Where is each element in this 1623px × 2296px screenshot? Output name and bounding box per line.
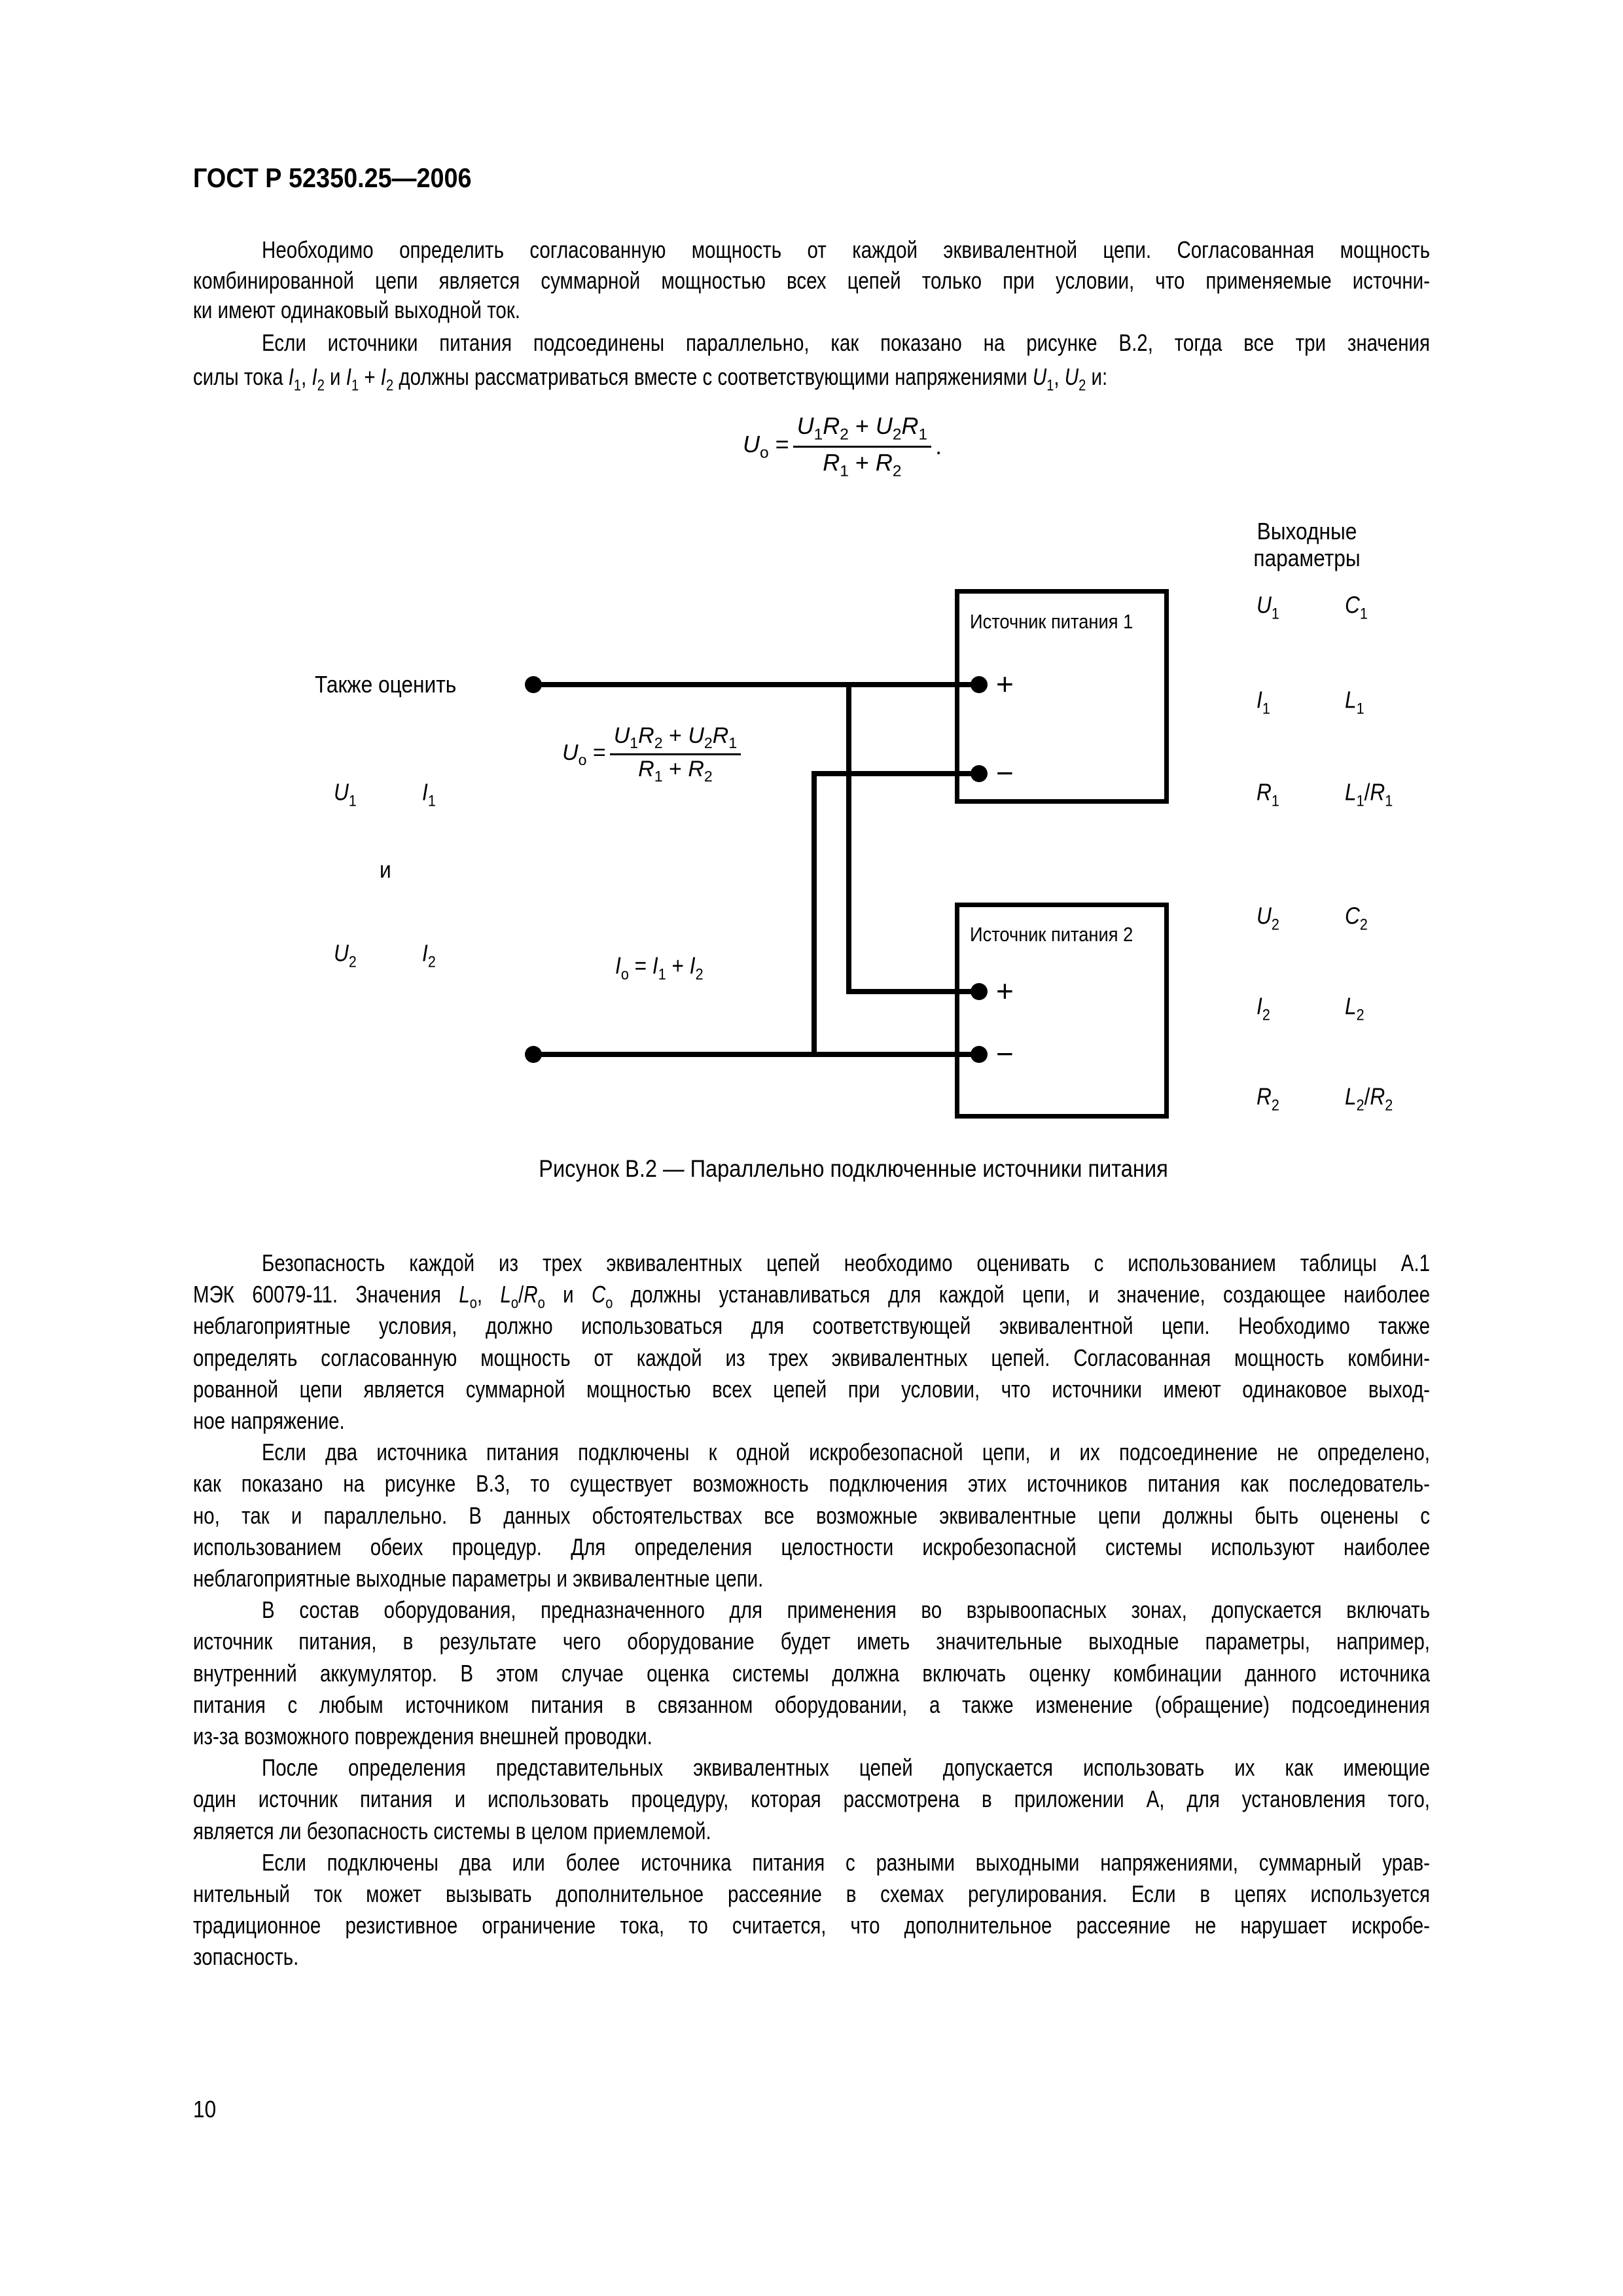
math-symbol: R [1257, 778, 1272, 806]
math-symbol: I [1257, 686, 1262, 713]
math-symbol: U [743, 430, 760, 457]
math-symbol: R [823, 412, 840, 439]
text-run: комбинированной цепи является суммарной мощностью всех цепей только при условии, что применяемые источни- [193, 267, 1430, 294]
text-line [193, 1878, 1430, 1910]
math-symbol: I [422, 778, 428, 806]
subscript: 2 [1359, 916, 1368, 934]
formula-period: . [935, 433, 942, 460]
math-symbol: U [688, 723, 704, 748]
text-line [193, 1816, 1430, 1847]
subscript: 2 [348, 953, 357, 971]
text-run: Необходимо определить согласованную мощность от каждой эквивалентной цепи. Согласованная мощность [262, 236, 1430, 263]
and-label: и [380, 856, 391, 883]
text-run: внутренний аккумулятор. В этом случае оценка системы должна включать оценку комбинации данного источника [193, 1659, 1430, 1687]
text-run: Если источники питания подсоединены параллельно, как показано на рисунке В.2, тогда все три значения [262, 329, 1430, 356]
subscript: 1 [813, 425, 823, 444]
output-parameter [1257, 687, 1270, 719]
text-line [262, 234, 1430, 266]
text-run: = [628, 952, 652, 979]
math-symbol: L [1345, 686, 1357, 713]
text-run: , [301, 363, 312, 390]
subscript: 1 [427, 792, 436, 810]
output-parameter [1257, 903, 1279, 935]
math-symbol: U [796, 412, 814, 439]
wire-minus-link [812, 771, 817, 1057]
text-run: Безопасность каждой из трех эквивалентных цепей необходимо оценивать с использованием таблицы А.1 [262, 1249, 1430, 1276]
text-run: + [359, 363, 381, 390]
text-run: = [586, 740, 606, 765]
math-symbol: U [1032, 363, 1047, 390]
output-parameter [1257, 1083, 1279, 1115]
io-formula [615, 952, 704, 984]
math-symbol: I [615, 952, 621, 979]
math-symbol: C [591, 1281, 606, 1308]
wire-plus-link [846, 682, 851, 994]
subscript: o [469, 1294, 477, 1312]
output-parameter [1257, 779, 1279, 811]
subscript: 2 [317, 376, 325, 395]
subscript: o [605, 1294, 613, 1312]
math-symbol: R [823, 448, 840, 476]
formula-lhs [743, 431, 789, 463]
terminal-dot [971, 983, 988, 1000]
param-i2 [422, 940, 436, 972]
math-symbol: R [1370, 778, 1385, 806]
subscript: 1 [1385, 792, 1393, 810]
text-line [193, 1626, 1430, 1657]
text-run: из-за возможного повреждения внешней проводки. [193, 1723, 652, 1749]
text-run: зопасность. [193, 1943, 299, 1971]
math-symbol: U [1064, 363, 1079, 390]
math-symbol: U [613, 723, 630, 748]
text-run: и [544, 1281, 592, 1308]
text-run: силы тока [193, 363, 289, 390]
text-run: Если подключены два или более источника питания с разными выходными напряжениями, суммарный урав- [262, 1848, 1430, 1876]
text-run: неблагоприятные выходные параметры и эквивалентные цепи. [193, 1565, 764, 1592]
text-run: источник питания, в результате чего оборудование будет иметь значительные выходные параметры, например, [193, 1628, 1430, 1655]
text-run: После определения представительных эквивалентных цепей допускается использовать их как имеющие [262, 1754, 1430, 1782]
text-run: МЭК 60079-11. Значения [193, 1281, 459, 1308]
subscript: 2 [1271, 916, 1279, 934]
subscript: 1 [1271, 605, 1279, 623]
math-symbol: I [652, 952, 658, 979]
text-run: В состав оборудования, предназначенного для применения во взрывоопасных зонах, допускается включать [262, 1596, 1430, 1624]
minus-sign: − [996, 1036, 1014, 1071]
subscript: 1 [1046, 376, 1054, 395]
output-parameter [1345, 779, 1393, 811]
subscript: 2 [1079, 376, 1086, 395]
text-line [262, 1437, 1430, 1468]
math-symbol: R [688, 757, 704, 782]
subscript: 2 [704, 768, 713, 785]
subscript: 1 [1262, 700, 1270, 718]
text-line [193, 1689, 1430, 1721]
subscript: 1 [1359, 605, 1368, 623]
text-run: Если два источника питания подключены к одной искробезопасной цепи, и их подсоединение не определено, [262, 1439, 1430, 1466]
math-symbol: U [334, 939, 349, 967]
math-symbol: C [1345, 902, 1360, 929]
subscript: 2 [1271, 1096, 1279, 1115]
math-symbol: I [288, 363, 294, 390]
text-run: и: [1086, 363, 1108, 390]
text-run: ное напряжение. [193, 1407, 345, 1434]
text-run: + [666, 952, 690, 979]
page-number: 10 [193, 2096, 217, 2123]
math-symbol: R [712, 723, 729, 748]
text-run: как показано на рисунке В.3, то существует возможность подключения этих источников питания как последователь- [193, 1470, 1430, 1498]
text-run: должны рассматриваться вместе с соответствующими напряжениями [393, 363, 1033, 390]
text-run: + [848, 412, 876, 439]
subscript: 1 [654, 768, 663, 785]
output-parameter [1345, 1083, 1393, 1115]
output-parameter [1345, 592, 1368, 624]
terminal-dot [971, 676, 988, 693]
text-line [262, 1847, 1430, 1878]
subscript: 1 [348, 792, 357, 810]
math-symbol: R [1257, 1083, 1272, 1110]
text-run: но, так и параллельно. В данных обстоятельствах все возможные эквивалентные цепи должны быть оценены с [193, 1501, 1430, 1529]
wire-plus2 [846, 989, 979, 994]
text-line [193, 1310, 1430, 1342]
subscript: o [510, 1294, 519, 1312]
subscript: 1 [630, 734, 639, 752]
math-symbol: R [875, 448, 893, 476]
math-symbol: L [500, 1281, 511, 1308]
text-line [193, 1468, 1430, 1499]
math-symbol: C [1345, 591, 1360, 619]
text-line [193, 1658, 1430, 1689]
text-line [193, 1279, 1430, 1310]
text-run: использованием обеих процедур. Для определения целостности искробезопасной системы используют наиболее [193, 1533, 1430, 1560]
text-line [262, 327, 1430, 359]
math-symbol: U [334, 778, 349, 806]
math-symbol: U [1257, 902, 1272, 929]
param-u2 [334, 940, 357, 972]
subscript: 2 [840, 425, 849, 444]
wire-top [532, 682, 979, 687]
text-run: / [1364, 778, 1370, 806]
subscript: 1 [728, 734, 738, 752]
subscript: o [620, 965, 629, 984]
text-line [193, 1784, 1430, 1815]
subscript: 2 [1356, 1096, 1364, 1115]
subscript: 1 [1271, 792, 1279, 810]
text-run: питания с любым источником питания в связанном оборудовании, а также изменение (обращение) подсоединения [193, 1691, 1430, 1718]
subscript: 1 [293, 376, 302, 395]
text-run: + [662, 757, 688, 782]
terminal-dot [971, 765, 988, 782]
text-line [193, 1941, 1430, 1973]
terminal-dot [971, 1046, 988, 1063]
math-symbol: L [459, 1281, 470, 1308]
math-symbol: L [1345, 1083, 1357, 1110]
subscript: 2 [695, 965, 704, 984]
text-line [193, 1532, 1430, 1563]
subscript: 2 [704, 734, 713, 752]
output-header-line1: Выходные [1257, 518, 1357, 545]
plus-sign: + [996, 973, 1014, 1008]
math-symbol: L [1345, 778, 1357, 806]
subscript: 2 [892, 462, 902, 480]
text-line [262, 1752, 1430, 1784]
text-run: и [324, 363, 346, 390]
output-parameter [1345, 903, 1368, 935]
output-header-line2: параметры [1253, 545, 1361, 571]
subscript: 2 [1262, 1006, 1270, 1024]
figure-caption: Рисунок В.2 — Параллельно подключенные источники питания [539, 1155, 1168, 1182]
math-symbol: I [1257, 992, 1262, 1020]
text-line [193, 1405, 1430, 1437]
text-run: , [476, 1281, 501, 1308]
text-line [193, 1342, 1430, 1374]
math-symbol: U [1257, 591, 1272, 619]
text-line [193, 295, 1430, 326]
math-symbol: I [312, 363, 317, 390]
power-source-2-label: Источник питания 2 [970, 923, 1133, 946]
text-run: нительный ток может вызывать дополнительное рассеяние в схемах регулирования. Если в цепях используется [193, 1880, 1430, 1907]
terminal-dot [525, 676, 542, 693]
math-symbol: U [875, 412, 893, 439]
math-symbol: I [689, 952, 696, 979]
output-parameter [1257, 993, 1270, 1025]
wire-minus1 [812, 771, 979, 776]
param-i1 [422, 779, 436, 811]
text-line [193, 1721, 1430, 1752]
uo-lhs [562, 740, 606, 769]
uo-denominator [638, 755, 713, 785]
subscript: 1 [658, 965, 666, 984]
math-symbol: R [638, 723, 654, 748]
math-symbol: R [1370, 1083, 1385, 1110]
text-line [262, 1247, 1430, 1279]
text-run: является ли безопасность системы в целом приемлемой. [193, 1817, 711, 1844]
math-symbol: I [422, 939, 428, 967]
text-line [193, 1500, 1430, 1532]
text-run: должны устанавливаться для каждой цепи, и значение, создающее наиболее [613, 1281, 1430, 1308]
text-line [193, 1374, 1430, 1405]
power-source-1-label: Источник питания 1 [970, 610, 1133, 633]
text-run: традиционное резистивное ограничение тока, то считается, что дополнительное рассеяние не нарушает искробе- [193, 1912, 1430, 1939]
output-parameter [1257, 592, 1279, 624]
formula-denominator [823, 448, 901, 481]
formula-numerator [793, 412, 931, 448]
subscript: 2 [1385, 1096, 1393, 1115]
document-header: ГОСТ Р 52350.25—2006 [193, 162, 472, 193]
subscript: 2 [654, 734, 663, 752]
math-symbol: U [562, 740, 579, 765]
subscript: o [760, 444, 769, 462]
subscript: o [578, 751, 587, 768]
text-run: рованной цепи является суммарной мощностью всех цепей при условии, что источники имеют одинаковое выход- [193, 1375, 1430, 1403]
subscript: o [537, 1294, 545, 1312]
text-run: неблагоприятные условия, должно использоваться для соответствующей эквивалентной цепи. Необходимо также [193, 1312, 1430, 1340]
uo-numerator [610, 723, 741, 755]
text-run: + [848, 448, 876, 476]
text-run: определять согласованную мощность от каждой из трех эквивалентных цепей. Согласованная мощность комбини- [193, 1344, 1430, 1371]
plus-sign: + [996, 666, 1014, 701]
subscript: 1 [351, 376, 359, 395]
minus-sign: − [996, 755, 1014, 790]
terminal-dot [525, 1046, 542, 1063]
text-run: + [662, 723, 688, 748]
text-line [262, 1594, 1430, 1626]
subscript: 1 [1356, 700, 1364, 718]
subscript: 1 [918, 425, 928, 444]
text-line [193, 1563, 1430, 1594]
text-line [193, 361, 1430, 393]
output-parameter [1345, 993, 1364, 1025]
output-parameter [1345, 687, 1364, 719]
text-run: = [768, 430, 789, 457]
uo-formula [562, 723, 741, 785]
text-run: ки имеют одинаковый выходной ток. [193, 296, 520, 323]
param-u1 [334, 779, 357, 811]
subscript: 2 [892, 425, 902, 444]
math-symbol: R [638, 757, 654, 782]
main-formula [743, 412, 942, 480]
also-evaluate-label: Также оценить [315, 671, 457, 698]
text-run: / [1364, 1083, 1370, 1110]
subscript: 1 [840, 462, 849, 480]
math-symbol: R [524, 1281, 538, 1308]
subscript: 2 [1356, 1006, 1364, 1024]
math-symbol: I [380, 363, 386, 390]
text-line [193, 265, 1430, 296]
text-line [193, 1910, 1430, 1941]
subscript: 2 [385, 376, 394, 395]
math-symbol: I [346, 363, 351, 390]
math-symbol: L [1345, 992, 1357, 1020]
subscript: 2 [427, 953, 436, 971]
text-run: / [518, 1281, 524, 1308]
wire-bottom [532, 1052, 979, 1057]
text-run: один источник питания и использовать процедуру, которая рассмотрена в приложении А, для установления того, [193, 1785, 1430, 1813]
subscript: 1 [1356, 792, 1364, 810]
text-run: , [1054, 363, 1065, 390]
math-symbol: R [901, 412, 919, 439]
